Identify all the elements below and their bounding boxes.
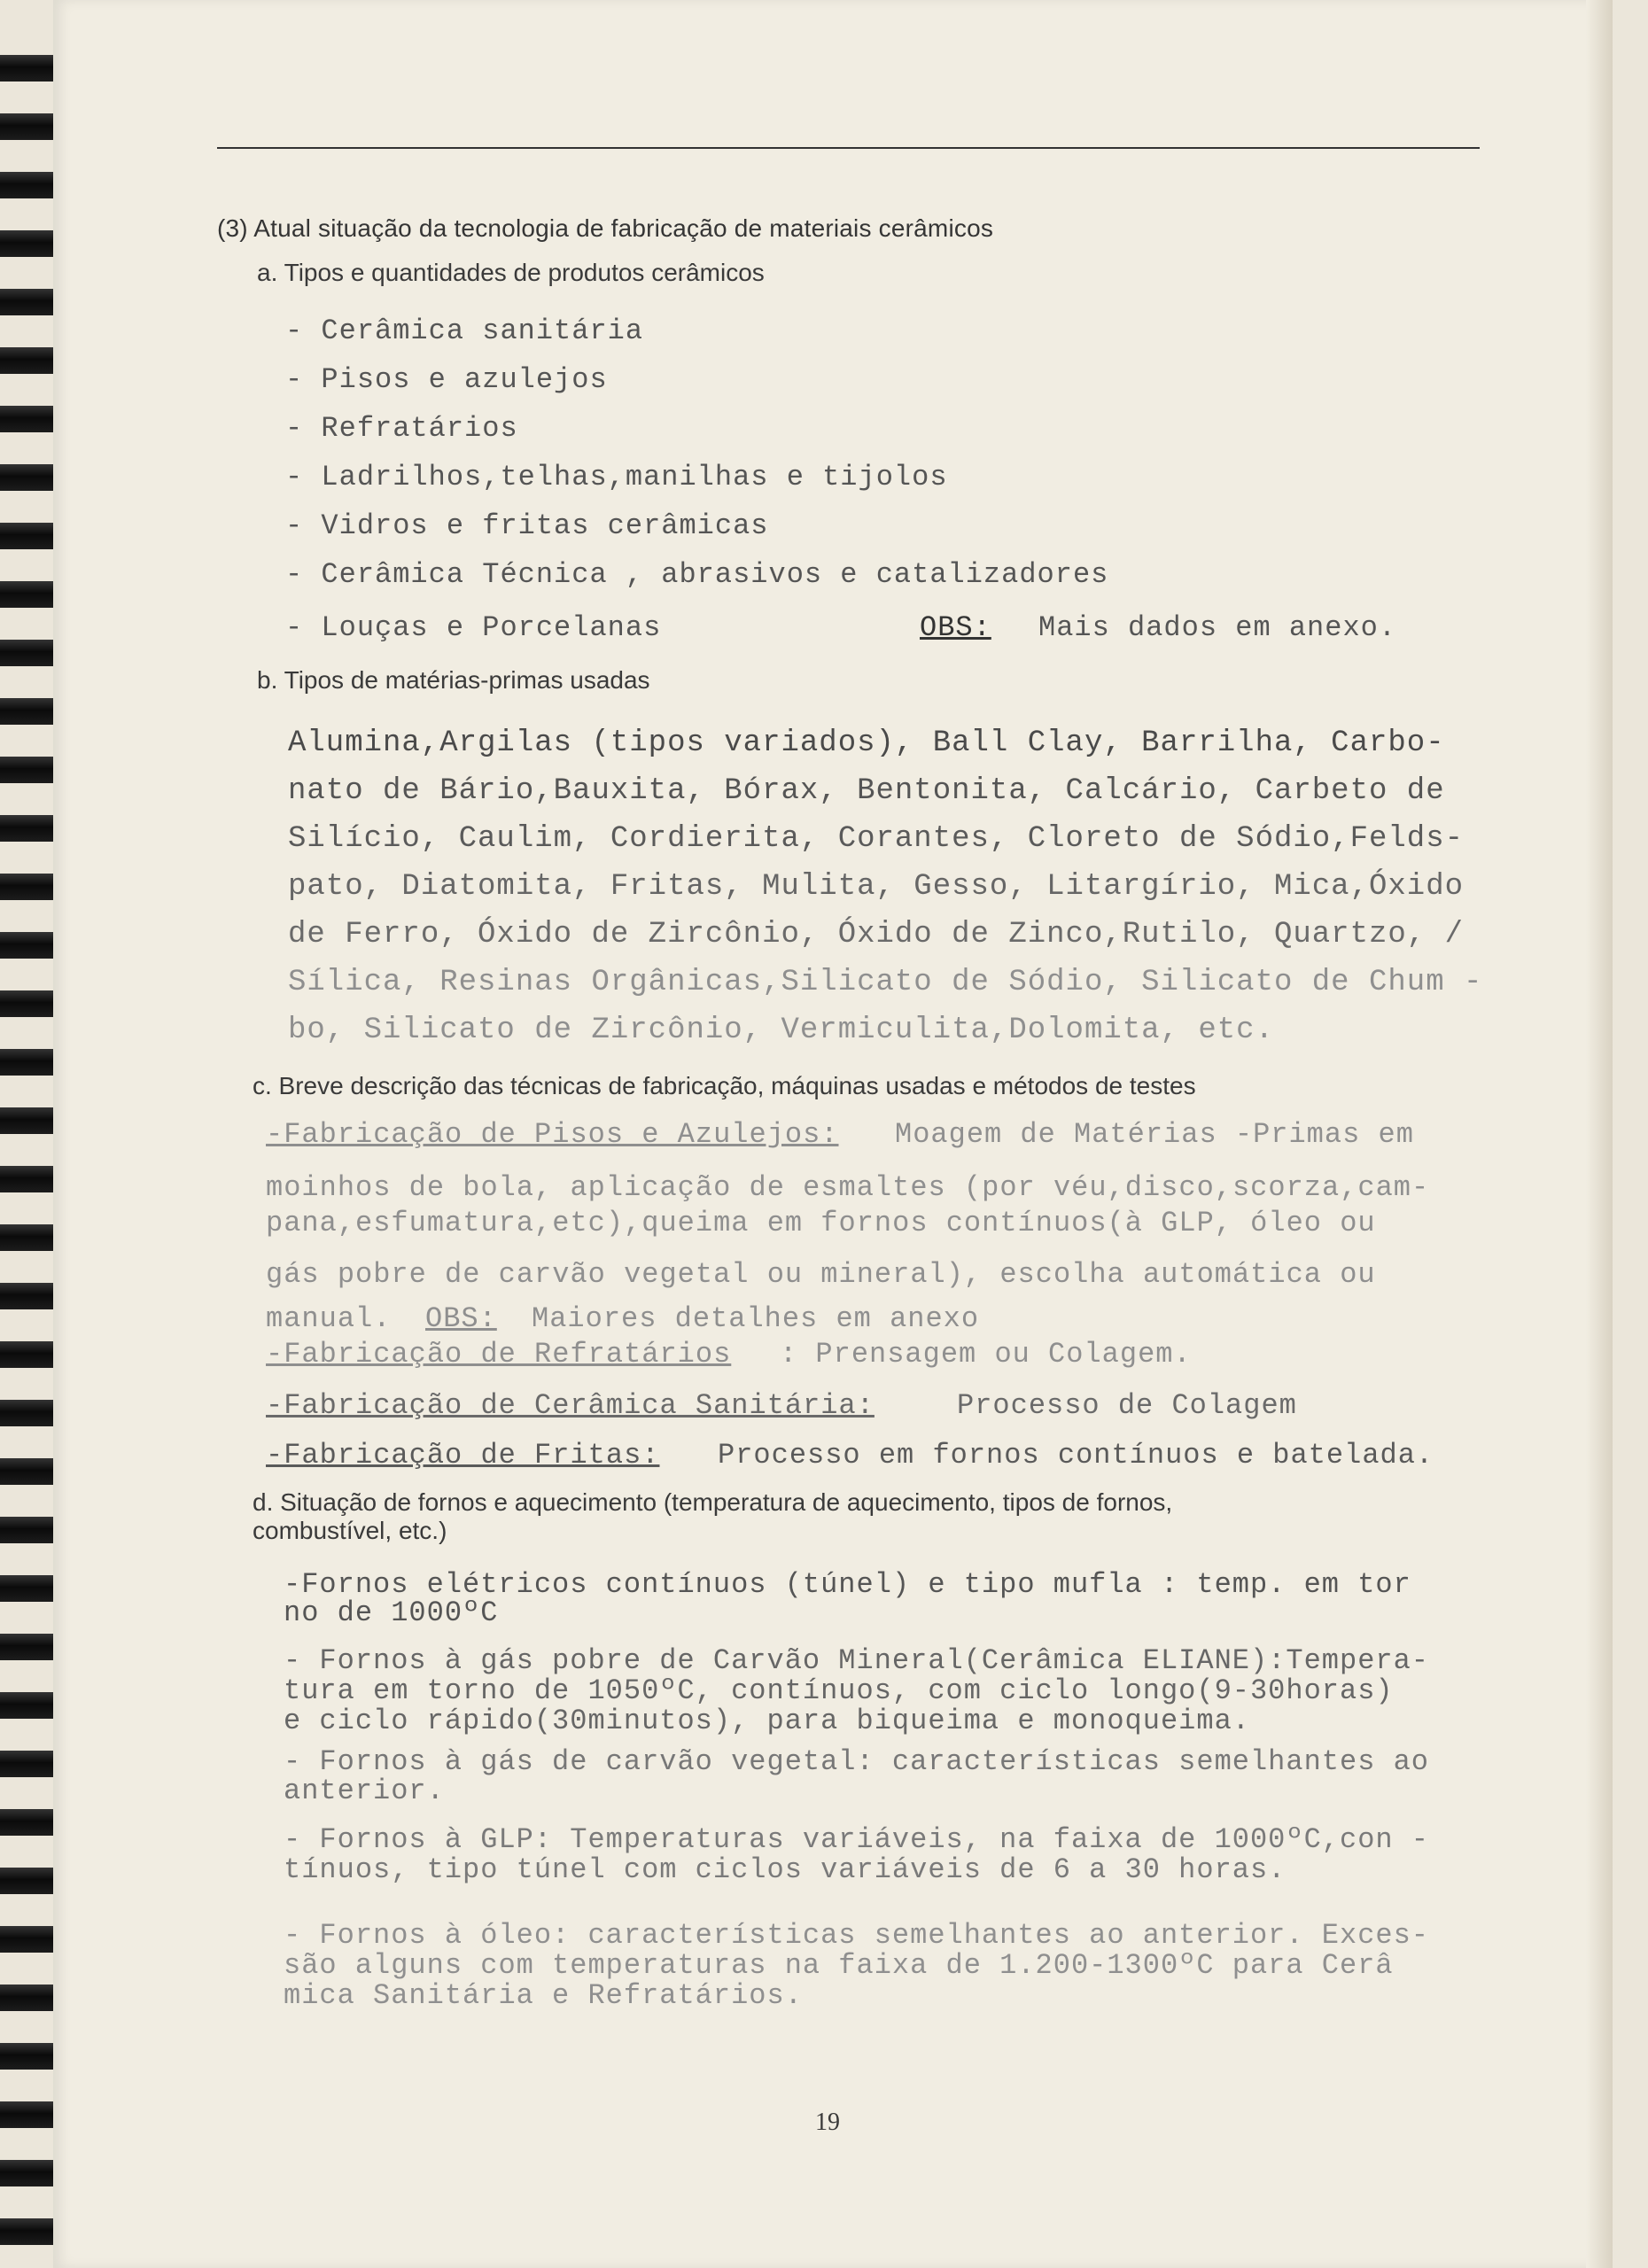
refratarios-label: -Fabricação de Refratários (266, 1338, 732, 1371)
product-item: - Ladrilhos,telhas,manilhas e tijolos (285, 461, 948, 493)
part-d-title-cont: combustível, etc.) (253, 1517, 447, 1544)
product-item: - Cerâmica sanitária (285, 315, 644, 347)
part-d-title: d. Situação de fornos e aquecimento (temperatura de aquecimento, tipos de fornos, (253, 1488, 1173, 1516)
raw-materials-line: bo, Silicato de Zircônio, Vermiculita,Dolomita, etc. (288, 1014, 1274, 1047)
part-a-obs-label: OBS: (920, 611, 991, 644)
part-a-title: a. Tipos e quantidades de produtos cerâmicos (257, 259, 765, 286)
raw-materials-line: Alumina,Argilas (tipos variados), Ball Clay, Barrilha, Carbo- (288, 726, 1445, 760)
fritas-label: -Fabricação de Fritas: (266, 1439, 660, 1472)
raw-materials-line: pato, Diatomita, Fritas, Mulita, Gesso, Litargírio, Mica,Óxido (288, 870, 1465, 904)
raw-materials-line: de Ferro, Óxido de Zircônio, Óxido de Zinco,Rutilo, Quartzo, / (288, 918, 1465, 951)
part-c-obs-label: OBS: (425, 1302, 497, 1335)
part-a-obs-text: Mais dados em anexo. (1038, 611, 1397, 644)
furnace-line: - Fornos à GLP: Temperaturas variáveis, na faixa de 1000ºC,con - (284, 1823, 1429, 1856)
section-heading: (3) Atual situação da tecnologia de fabricação de materiais cerâmicos (217, 214, 994, 242)
furnace-line: - Fornos à gás de carvão vegetal: características semelhantes ao (284, 1745, 1429, 1778)
raw-materials-line: Silício, Caulim, Cordierita, Corantes, Cloreto de Sódio,Felds- (288, 822, 1465, 856)
furnace-line: anterior. (284, 1775, 445, 1807)
top-rule (217, 147, 1480, 149)
furnace-line: e ciclo rápido(30minutos), para biqueima e monoqueima. (284, 1705, 1250, 1737)
part-b-title: b. Tipos de matérias-primas usadas (257, 666, 650, 694)
sanitaria-label: -Fabricação de Cerâmica Sanitária: (266, 1389, 875, 1422)
pisos-label: -Fabricação de Pisos e Azulejos: (266, 1118, 839, 1151)
furnace-line: - Fornos à óleo: características semelhantes ao anterior. Exces- (284, 1919, 1429, 1952)
fritas-text: Processo em fornos contínuos e batelada. (718, 1439, 1434, 1472)
page-number: 19 (815, 2109, 840, 2136)
pisos-line: gás pobre de carvão vegetal ou mineral), escolha automática ou (266, 1258, 1376, 1291)
furnace-line: são alguns com temperaturas na faixa de 1.200-1300ºC para Cerâ (284, 1949, 1394, 1982)
part-c-obs-text: Maiores detalhes em anexo (532, 1302, 980, 1335)
pisos-line: moinhos de bola, aplicação de esmaltes (por véu,disco,scorza,cam- (266, 1171, 1430, 1204)
refratarios-text: : Prensagem ou Colagem. (780, 1338, 1192, 1371)
furnace-line: -Fornos elétricos contínuos (túnel) e tipo mufla : temp. em tor (284, 1568, 1411, 1601)
page-edge (1586, 0, 1613, 2268)
product-item: - Vidros e fritas cerâmicas (285, 509, 769, 542)
sanitaria-text: Processo de Colagem (957, 1389, 1297, 1422)
product-item: - Louças e Porcelanas (285, 611, 662, 644)
furnace-line: no de 1000ºC (284, 1596, 499, 1629)
furnace-line: tínuos, tipo túnel com ciclos variáveis de 6 a 30 horas. (284, 1853, 1287, 1886)
pisos-line: Moagem de Matérias -Primas em (895, 1118, 1414, 1151)
part-c-title: c. Breve descrição das técnicas de fabricação, máquinas usadas e métodos de testes (253, 1072, 1196, 1099)
pisos-line: pana,esfumatura,etc),queima em fornos contínuos(à GLP, óleo ou (266, 1207, 1376, 1239)
furnace-line: - Fornos à gás pobre de Carvão Mineral(Cerâmica ELIANE):Tempera- (284, 1644, 1429, 1677)
furnace-line: mica Sanitária e Refratários. (284, 1979, 803, 2012)
pisos-line: manual. (266, 1302, 392, 1335)
raw-materials-line: Sílica, Resinas Orgânicas,Silicato de Sódio, Silicato de Chum - (288, 966, 1483, 999)
raw-materials-line: nato de Bário,Bauxita, Bórax, Bentonita, Calcário, Carbeto de (288, 774, 1445, 808)
product-item: - Refratários (285, 412, 518, 445)
product-item: - Cerâmica Técnica , abrasivos e catalizadores (285, 558, 1109, 591)
product-item: - Pisos e azulejos (285, 363, 608, 396)
furnace-line: tura em torno de 1050ºC, contínuos, com ciclo longo(9-30horas) (284, 1674, 1394, 1707)
